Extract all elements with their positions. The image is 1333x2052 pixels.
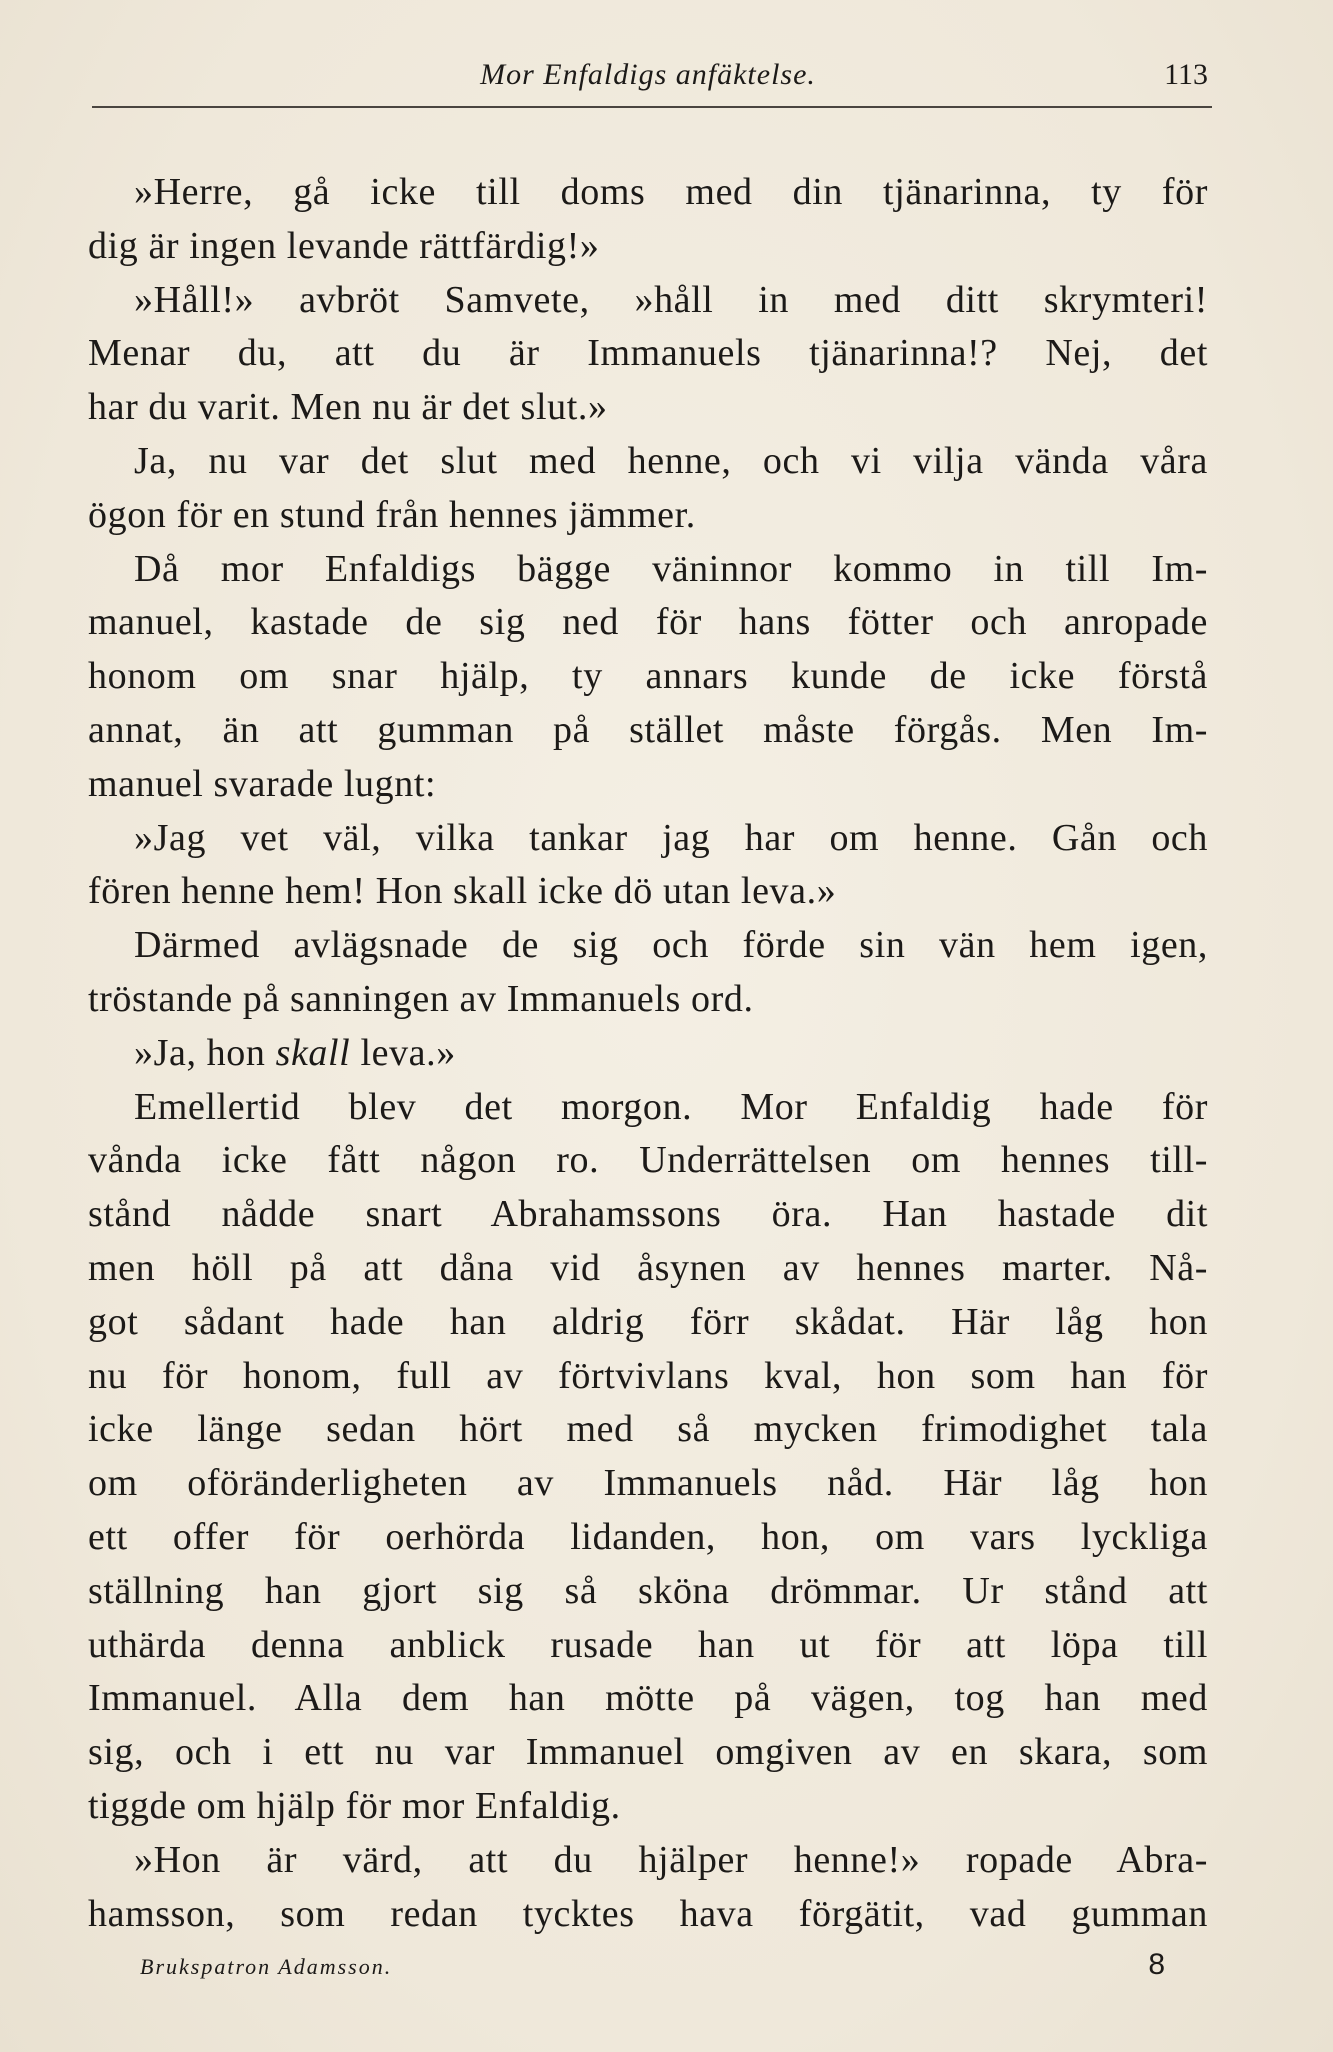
text-line: tröstande på sanningen av Immanuels ord. [88, 977, 754, 1020]
page-number: 113 [1164, 58, 1208, 91]
text-line: got sådant hade han aldrig förr skådat. Här låg hon [88, 1300, 1208, 1343]
text-line: sig, och i ett nu var Immanuel omgiven av en skara, som [88, 1731, 1208, 1774]
text-line: tiggde om hjälp för mor Enfaldig. [88, 1784, 621, 1827]
text-line: »Herre, gå icke till doms med din tjänarinna, ty för [134, 171, 1208, 213]
text-line: stånd nådde snart Abrahamssons öra. Han hastade dit [88, 1193, 1208, 1236]
text-line: »Hon är värd, att du hjälper henne!» ropade Abra- [134, 1838, 1208, 1881]
body-text [88, 166, 1208, 1941]
page-footer [140, 1948, 1165, 1994]
text-line: nu för honom, full av förtvivlans kval, hon som han för [88, 1354, 1208, 1397]
running-title: Mor Enfaldigs anfäktelse. [480, 58, 816, 91]
header-rule [92, 106, 1212, 108]
text-line: men höll på att dåna vid åsynen av hennes marter. Nå- [88, 1246, 1208, 1289]
text-line: hamsson, som redan tycktes hava förgätit, vad gumman [88, 1892, 1208, 1935]
text-line: »Håll!» avbröt Samvete, »håll in med ditt skrymteri! [134, 278, 1208, 321]
emphasis: skall [275, 1031, 351, 1074]
printer-signature: Brukspatron Adamsson. [140, 1954, 393, 1979]
text-line: fören henne hem! Hon skall icke dö utan leva.» [88, 870, 837, 913]
text-line: Ja, nu var det slut med henne, och vi vilja vända våra [134, 439, 1208, 482]
text-line: vånda icke fått någon ro. Underrättelsen om hennes till- [88, 1139, 1208, 1182]
text-line: Då mor Enfaldigs bägge väninnor kommo in till Im- [134, 547, 1208, 590]
text-line: ett offer för oerhörda lidanden, hon, om vars lyckliga [88, 1515, 1208, 1558]
page-header [88, 58, 1208, 108]
text-line: »Ja, hon skall leva.» [134, 1031, 456, 1074]
sheet-number: 8 [1148, 1948, 1165, 1981]
text-line: icke länge sedan hört med så mycken frimodighet tala [88, 1408, 1208, 1451]
text-line: ställning han gjort sig så sköna drömmar. Ur stånd att [88, 1569, 1208, 1612]
text-line: har du varit. Men nu är det slut.» [88, 386, 608, 429]
text-line: manuel, kastade de sig ned för hans fötter och anropade [88, 601, 1208, 644]
text-line: »Jag vet väl, vilka tankar jag har om henne. Gån och [134, 816, 1208, 859]
text-line: Immanuel. Alla dem han mötte på vägen, tog han med [88, 1677, 1208, 1720]
text-line: ögon för en stund från hennes jämmer. [88, 493, 696, 536]
text-line: dig är ingen levande rättfärdig!» [88, 224, 600, 267]
text-line: Därmed avlägsnade de sig och förde sin vän hem igen, [134, 924, 1208, 967]
text-line: Emellertid blev det morgon. Mor Enfaldig hade för [134, 1085, 1208, 1128]
text-line: om oföränderligheten av Immanuels nåd. Här låg hon [88, 1462, 1208, 1505]
text-line: manuel svarade lugnt: [88, 762, 437, 805]
text-line: annat, än att gumman på stället måste förgås. Men Im- [88, 708, 1208, 751]
text-line: uthärda denna anblick rusade han ut för att löpa till [88, 1623, 1208, 1666]
text-line: honom om snar hjälp, ty annars kunde de icke förstå [88, 655, 1208, 698]
text-line: Menar du, att du är Immanuels tjänarinna!? Nej, det [88, 332, 1208, 375]
